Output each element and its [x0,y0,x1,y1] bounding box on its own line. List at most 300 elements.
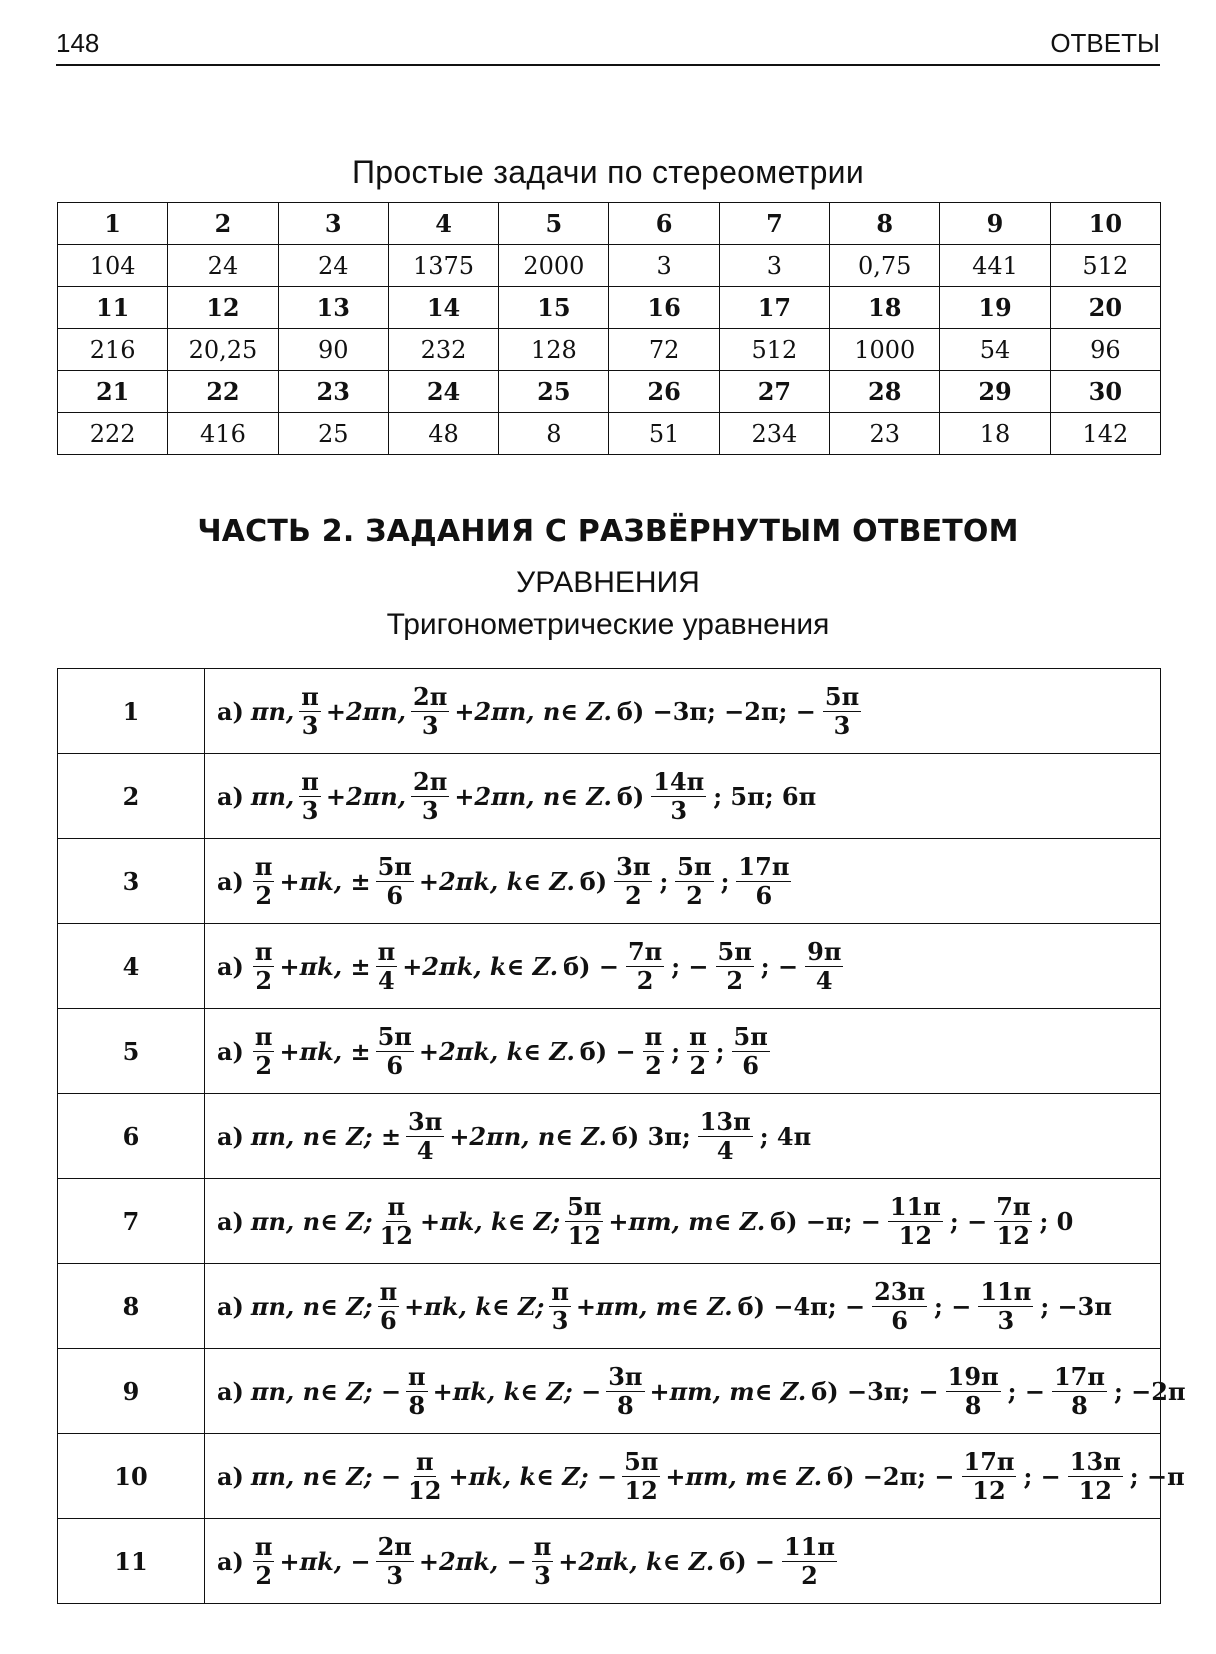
fraction [888,1192,943,1250]
fraction [994,1192,1032,1250]
task-answer: 441 [940,245,1050,287]
task-answer: 96 [1050,329,1160,371]
task-index: 5 [499,203,609,245]
fraction-numerator: π [254,1022,273,1052]
fraction-denominator: 6 [742,1050,759,1080]
expression-text: +πk, k∈ Z; − [432,1376,602,1406]
fraction-numerator: π [689,1022,707,1052]
task-index: 26 [609,371,719,413]
table-row [58,754,1161,839]
fraction-numerator: 2π [413,682,448,712]
expression-text: б) −4π; − [737,1291,866,1321]
table-row [58,1349,1161,1434]
task-index: 28 [830,371,940,413]
section-title: УРАВНЕНИЯ [516,566,700,599]
table-row [58,413,1161,455]
task-index: 20 [1050,287,1160,329]
part-label: а) [217,951,244,981]
task-answer: 51 [609,413,719,455]
part-label: а) [217,1206,244,1236]
fraction [1052,1362,1107,1420]
task-index: 18 [830,287,940,329]
task-index: 8 [830,203,940,245]
expression-text: +2πk, − [418,1546,527,1576]
answer-number: 2 [58,754,205,839]
task-answer: 216 [58,329,168,371]
expression-text: ; − [1023,1461,1061,1491]
task-index: 27 [719,371,829,413]
answer-solution [205,669,1161,754]
expression-text: +πk, ± [279,951,371,981]
fraction [823,682,861,740]
task-answer: 23 [830,413,940,455]
expression-text: +πk, k∈ Z; − [448,1461,618,1491]
answer-number: 8 [58,1264,205,1349]
table-row [58,1264,1161,1349]
fraction-denominator: 8 [408,1390,426,1420]
fraction-numerator: 7π [627,937,663,967]
answer-solution [205,1179,1161,1264]
fraction-numerator: π [377,937,396,967]
expression-text: ; − [671,951,709,981]
task-index: 10 [1050,203,1160,245]
task-index: 23 [278,371,388,413]
expression-text: б) [579,866,608,896]
fraction-numerator: π [644,1022,663,1052]
fraction-numerator: π [415,1447,434,1477]
fraction [299,767,321,825]
task-answer: 90 [278,329,388,371]
fraction-denominator: 12 [567,1220,601,1250]
solution-expression [217,1447,1185,1505]
expression-text: πn, [250,781,295,811]
solution-expression [217,767,1160,825]
fraction-denominator: 12 [898,1220,933,1250]
part-label: а) [217,1461,244,1491]
part-label: а) [217,781,244,811]
fraction-denominator: 2 [726,965,744,995]
fraction-denominator: 12 [972,1475,1006,1505]
fraction-denominator: 8 [617,1390,634,1420]
fraction-numerator: 11π [784,1532,835,1562]
solution-expression [217,1022,1160,1080]
table-row [58,1094,1161,1179]
fraction-denominator: 2 [255,1560,273,1590]
task-answer: 234 [719,413,829,455]
expression-text: +πk, ± [279,1036,371,1066]
fraction [805,937,843,995]
fraction [716,937,754,995]
fraction-denominator: 4 [416,1135,434,1165]
fraction-denominator: 3 [301,710,319,740]
task-index: 17 [719,287,829,329]
page-header [56,22,1160,66]
fraction [253,1022,275,1080]
table-row [58,203,1161,245]
fraction-denominator: 2 [689,1050,707,1080]
expression-text: +πm, m∈ Z. [575,1291,733,1321]
table-row [58,245,1161,287]
task-index: 16 [609,287,719,329]
task-answer: 24 [168,245,278,287]
fraction-numerator: 11π [889,1192,941,1222]
expression-text: ; − [760,951,799,981]
task-answer: 512 [719,329,829,371]
fraction-denominator: 2 [636,965,654,995]
table-row [58,371,1161,413]
expression-text: +2πn, [325,696,407,726]
table-row [58,839,1161,924]
fraction [614,852,652,910]
answer-number: 1 [58,669,205,754]
task-index: 7 [719,203,829,245]
expression-text: πn, n∈ Z; [250,1291,373,1321]
expression-text: ; − [1007,1376,1045,1406]
fraction [411,767,449,825]
task-index: 25 [499,371,609,413]
solution-expression [217,682,1160,740]
fraction-numerator: 13π [1069,1447,1121,1477]
expression-text: ; −3π [1040,1291,1112,1321]
fraction-numerator: 5π [624,1447,659,1477]
answer-solution [205,1009,1161,1094]
expression-text: +πk, k∈ Z; [404,1291,545,1321]
solution-expression [217,1277,1160,1335]
table-row [58,287,1161,329]
fraction-numerator: 3π [616,852,651,882]
fraction-numerator: π [301,682,319,712]
fraction [1068,1447,1123,1505]
task-index: 29 [940,371,1050,413]
task-index: 22 [168,371,278,413]
task-answer: 222 [58,413,168,455]
fraction-denominator: 3 [551,1305,569,1335]
answer-number: 9 [58,1349,205,1434]
expression-text: +2πk, k∈ Z. [418,866,575,896]
fraction [406,1362,428,1420]
expression-text: ; −π [1129,1461,1185,1491]
task-answer: 1000 [830,329,940,371]
solution-expression [217,1192,1160,1250]
expression-text: +2πn, n∈ Z. [454,696,612,726]
fraction [782,1532,837,1590]
fraction [978,1277,1033,1335]
task-index: 19 [940,287,1050,329]
fraction-denominator: 3 [534,1560,551,1590]
task-index: 11 [58,287,168,329]
answer-solution [205,1349,1186,1434]
fraction-denominator: 2 [624,880,642,910]
task-index: 2 [168,203,278,245]
task-index: 15 [499,287,609,329]
expression-text: б) − [719,1546,776,1576]
expression-text: б) − [563,951,619,981]
fraction [378,1277,400,1335]
expression-text: ; 4π [759,1121,812,1151]
table-row [58,1434,1161,1519]
task-answer: 20,25 [168,329,278,371]
fraction-denominator: 8 [1071,1390,1088,1420]
task-index: 1 [58,203,168,245]
fraction [376,1532,414,1590]
fraction-numerator: π [408,1362,426,1392]
part-label: а) [217,1291,244,1321]
task-index: 30 [1050,371,1160,413]
task-answer: 142 [1050,413,1160,455]
fraction-denominator: 2 [686,880,703,910]
answer-solution [205,1094,1161,1179]
expression-text: +πm, m∈ Z. [608,1206,766,1236]
fraction-denominator: 6 [755,880,773,910]
expression-text: +πk, ± [279,866,371,896]
running-title: ОТВЕТЫ [1050,28,1160,58]
task-index: 13 [278,287,388,329]
expression-text: ; − [949,1206,988,1236]
table-row [58,924,1161,1009]
fraction [532,1532,554,1590]
expression-text: +πk, − [279,1546,371,1576]
answer-solution [205,1434,1185,1519]
fraction [732,1022,770,1080]
part-label: а) [217,696,244,726]
fraction [643,1022,665,1080]
fraction [376,852,414,910]
fraction-denominator: 2 [645,1050,662,1080]
task-index: 3 [278,203,388,245]
fraction-numerator: π [301,767,319,797]
task-answer: 8 [499,413,609,455]
fraction-numerator: 17π [738,852,790,882]
answer-number: 4 [58,924,205,1009]
fraction-denominator: 3 [833,710,851,740]
fraction-numerator: π [254,1532,273,1562]
fraction [698,1107,753,1165]
fraction [406,1107,444,1165]
fraction-denominator: 2 [801,1560,818,1590]
expression-text: ; 0 [1039,1206,1074,1236]
solution-expression [217,1107,1160,1165]
task-index: 21 [58,371,168,413]
fraction-numerator: 5π [377,852,412,882]
expression-text: πn, [250,696,295,726]
part-label: а) [217,1546,244,1576]
expression-text: б) 3π; [611,1121,691,1151]
fraction-numerator: 3π [608,1362,643,1392]
fraction [253,852,275,910]
task-answer: 54 [940,329,1050,371]
expression-text: πn, n∈ Z; ± [250,1121,402,1151]
fraction-numerator: 5π [824,682,860,712]
expression-text: ; − [934,1291,972,1321]
fraction-numerator: 23π [874,1277,926,1307]
task-answer: 18 [940,413,1050,455]
fraction-numerator: 17π [963,1447,1015,1477]
fraction [736,852,791,910]
part-label: а) [217,1376,244,1406]
expression-text: +2πk, k∈ Z. [558,1546,715,1576]
task-index: 14 [388,287,498,329]
fraction [549,1277,571,1335]
task-answer: 3 [719,245,829,287]
solution-expression [217,1362,1186,1420]
fraction-denominator: 3 [421,795,439,825]
fraction [253,1532,275,1590]
expression-text: +2πn, n∈ Z. [454,781,612,811]
fraction-numerator: 3π [408,1107,443,1137]
fraction-numerator: 5π [377,1022,412,1052]
expression-text: +πm, m∈ Z. [665,1461,823,1491]
expression-text: ; −2π [1113,1376,1186,1406]
fraction-denominator: 6 [380,1305,397,1335]
task-answer: 48 [388,413,498,455]
task-index: 12 [168,287,278,329]
fraction-numerator: π [254,852,273,882]
fraction-denominator: 6 [386,880,404,910]
fraction-numerator: 5π [733,1022,768,1052]
expression-text: б) −3π; −2π; − [616,696,816,726]
fraction-denominator: 2 [255,1050,273,1080]
task-answer: 0,75 [830,245,940,287]
table-row [58,1009,1161,1094]
expression-text: ; [720,866,730,896]
fraction-denominator: 3 [386,1560,404,1590]
answer-number: 7 [58,1179,205,1264]
solution-expression [217,937,1160,995]
fraction-denominator: 12 [1078,1475,1112,1505]
fraction [406,1447,443,1505]
task-index: 6 [609,203,719,245]
task-index: 24 [388,371,498,413]
fraction [299,682,321,740]
task-answer: 3 [609,245,719,287]
expression-text: ; [659,866,669,896]
fraction-numerator: π [254,937,273,967]
part-label: а) [217,866,244,896]
fraction-numerator: 2π [413,767,448,797]
answer-solution [205,1519,1161,1604]
task-answer: 416 [168,413,278,455]
fraction-numerator: 19π [947,1362,999,1392]
fraction-numerator: π [379,1277,398,1307]
expression-text: +2πk, k∈ Z. [418,1036,575,1066]
expression-text: ; [715,1036,725,1066]
page-number: 148 [56,28,100,58]
fraction-numerator: 5π [717,937,752,967]
fraction-denominator: 4 [378,965,395,995]
task-answer: 24 [278,245,388,287]
expression-text: +2πn, [325,781,407,811]
answer-number: 5 [58,1009,205,1094]
task-answer: 1375 [388,245,498,287]
answer-number: 3 [58,839,205,924]
part-label: а) [217,1121,244,1151]
fraction-denominator: 3 [301,795,319,825]
fraction-numerator: π [533,1532,552,1562]
task-index: 4 [388,203,498,245]
fraction [376,937,398,995]
task-answer: 25 [278,413,388,455]
fraction [376,1022,414,1080]
fraction [675,852,713,910]
task-answer: 128 [499,329,609,371]
expression-text: πn, n∈ Z; − [250,1461,402,1491]
fraction [872,1277,927,1335]
expression-text: +2πk, k∈ Z. [402,951,559,981]
fraction-numerator: π [387,1192,406,1222]
fraction-denominator: 3 [421,710,439,740]
fraction-denominator: 2 [255,880,273,910]
part-label: а) [217,1036,244,1066]
fraction-denominator: 12 [624,1475,658,1505]
fraction-numerator: 11π [980,1277,1032,1307]
fraction-numerator: 17π [1053,1362,1105,1392]
answer-number: 6 [58,1094,205,1179]
fraction [626,937,664,995]
expression-text: б) −π; − [770,1206,881,1236]
fraction-denominator: 12 [996,1220,1031,1250]
answer-solution [205,1264,1161,1349]
simple-tasks-table [57,202,1161,455]
expression-text: ; [671,1036,681,1066]
subsection-title: Тригонометрические уравнения [386,608,830,641]
fraction [687,1022,709,1080]
answer-solution [205,924,1161,1009]
task-answer: 72 [609,329,719,371]
expression-text: б) − [579,1036,636,1066]
task-index: 9 [940,203,1050,245]
solution-expression [217,1532,1160,1590]
expression-text: πn, n∈ Z; [250,1206,373,1236]
expression-text: б) [616,781,645,811]
answer-solution [205,839,1161,924]
fraction [565,1192,603,1250]
fraction-numerator: 13π [699,1107,751,1137]
answer-number: 10 [58,1434,205,1519]
table-row [58,1519,1161,1604]
fraction [253,937,275,995]
fraction [946,1362,1001,1420]
fraction-numerator: 2π [377,1532,412,1562]
fraction [606,1362,644,1420]
table-row [58,669,1161,754]
task-answer: 512 [1050,245,1160,287]
part-title: ЧАСТЬ 2. ЗАДАНИЯ С РАЗВЁРНУТЫМ ОТВЕТОМ [197,514,1019,549]
fraction-denominator: 6 [891,1305,908,1335]
solution-expression [217,852,1160,910]
fraction [378,1192,415,1250]
expression-text: +πk, k∈ Z; [420,1206,561,1236]
trig-answers-table [57,668,1186,1604]
task-answer: 232 [388,329,498,371]
fraction [651,767,706,825]
fraction-denominator: 2 [255,965,273,995]
fraction-denominator: 4 [716,1135,734,1165]
fraction-numerator: 5π [677,852,712,882]
expression-text: +πm, m∈ Z. [649,1376,807,1406]
table-row [58,1179,1161,1264]
expression-text: б) −2π; − [827,1461,955,1491]
expression-text: +2πn, n∈ Z. [449,1121,607,1151]
fraction-numerator: 9π [807,937,842,967]
expression-text: πn, n∈ Z; − [250,1376,402,1406]
simple-tasks-title: Простые задачи по стереометрии [351,154,865,190]
fraction-denominator: 6 [386,1050,404,1080]
fraction [962,1447,1017,1505]
expression-text: ; 5π; 6π [713,781,817,811]
answer-solution [205,754,1161,839]
fraction-denominator: 3 [997,1305,1015,1335]
fraction-denominator: 4 [815,965,833,995]
